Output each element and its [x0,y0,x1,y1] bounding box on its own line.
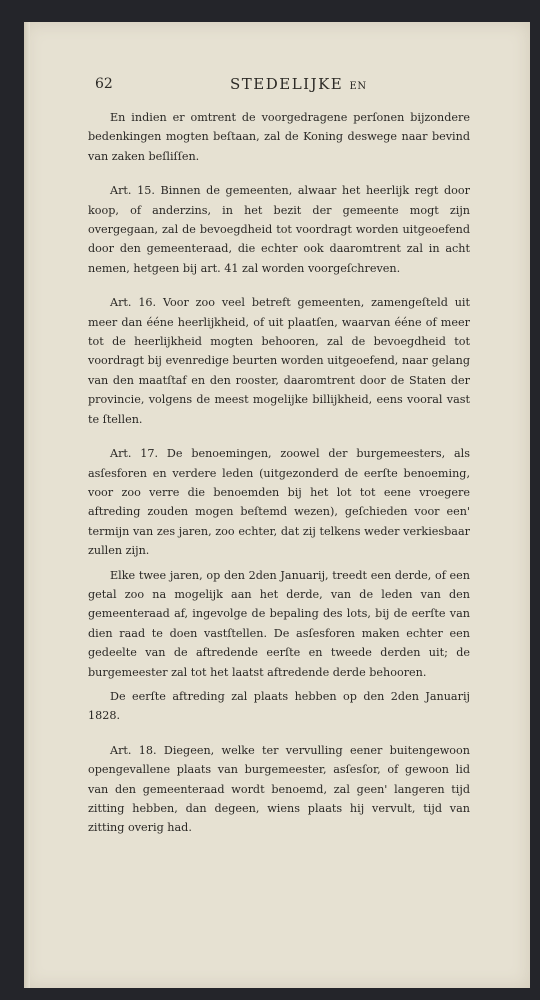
running-head-small: EN [349,81,367,92]
page-number: 62 [95,76,113,92]
page-header [95,76,475,96]
paragraph-art-15: Art. 15. Binnen de gemeenten, alwaar het heerlijk regt door koop, of anderzins, in het bezit der gemeente mogt zijn overgegaan, zal de bevoegdheid tot voordragt worden uitgeoefend door den gemeenteraad, die echter ook daaromtrent zal in acht nemen, hetgeen bij art. 41 zal worden voorgeſchreven. [88,184,470,275]
paragraph-art-18: Art. 18. Diegeen, welke ter vervulling eener buitengewoon opengevallene plaats van burgemeester, asſesſor, of gewoon lid van den gemeenteraad wordt benoemd, zal geen' langeren tijd zitting hebben, dan degeen, wiens plaats hij vervult, tijd van zitting overig had. [88,743,470,835]
paragraph-first-retirement: De eerſte aftreding zal plaats hebben op den 2den Januarij 1828. [88,689,470,723]
page-edge-shadow [24,22,30,988]
paragraph-art-17: Art. 17. De benoemingen, zoowel der burgemeesters, als asſesforen en verdere leden (uitgezonderd de eerſte benoeming, voor zoo verre die benoemden bij het lot tot eene vroegere aftreding zouden mogen beſtemd wezen), geſchieden voor een' termijn van zes jaren, zoo echter, dat zij telkens weder verkiesbaar zullen zijn. [88,447,470,558]
body-text [88,108,470,838]
running-head [230,75,367,93]
paragraph-1: En indien er omtrent de voorgedragene perſonen bijzondere bedenkingen mogten beſtaan, zal de Koning deswege naar bevind van zaken beſliſſen. [88,111,470,163]
running-head-main: STEDELIJKE [230,75,344,93]
paragraph-art-16: Art. 16. Voor zoo veel betreft gemeenten, zamengeſteld uit meer dan ééne heerlijkheid, of uit plaatſen, waarvan ééne of meer tot de heerlijkheid mogten behooren, zal de bevoegdheid tot voordragt bij evenredige beurten worden uitgeoefend, naar gelang van den maatſtaf en den rooster, daaromtrent door de Staten der provincie, volgens de meest mogelijke billijkheid, eens vooral vast te ſtellen. [88,296,470,426]
paragraph-art-17-cont: Elke twee jaren, op den 2den Januarij, treedt een derde, of een getal zoo na mogelijk aan het derde, van de leden van den gemeenteraad af, ingevolge de bepaling des lots, bij de eerſte van dien raad te doen vastſtellen. De asſesforen maken echter een gedeelte van de aftredende eerſte en tweede derden uit; de burgemeester zal tot het laatst aftredende derde behooren. [88,568,470,679]
